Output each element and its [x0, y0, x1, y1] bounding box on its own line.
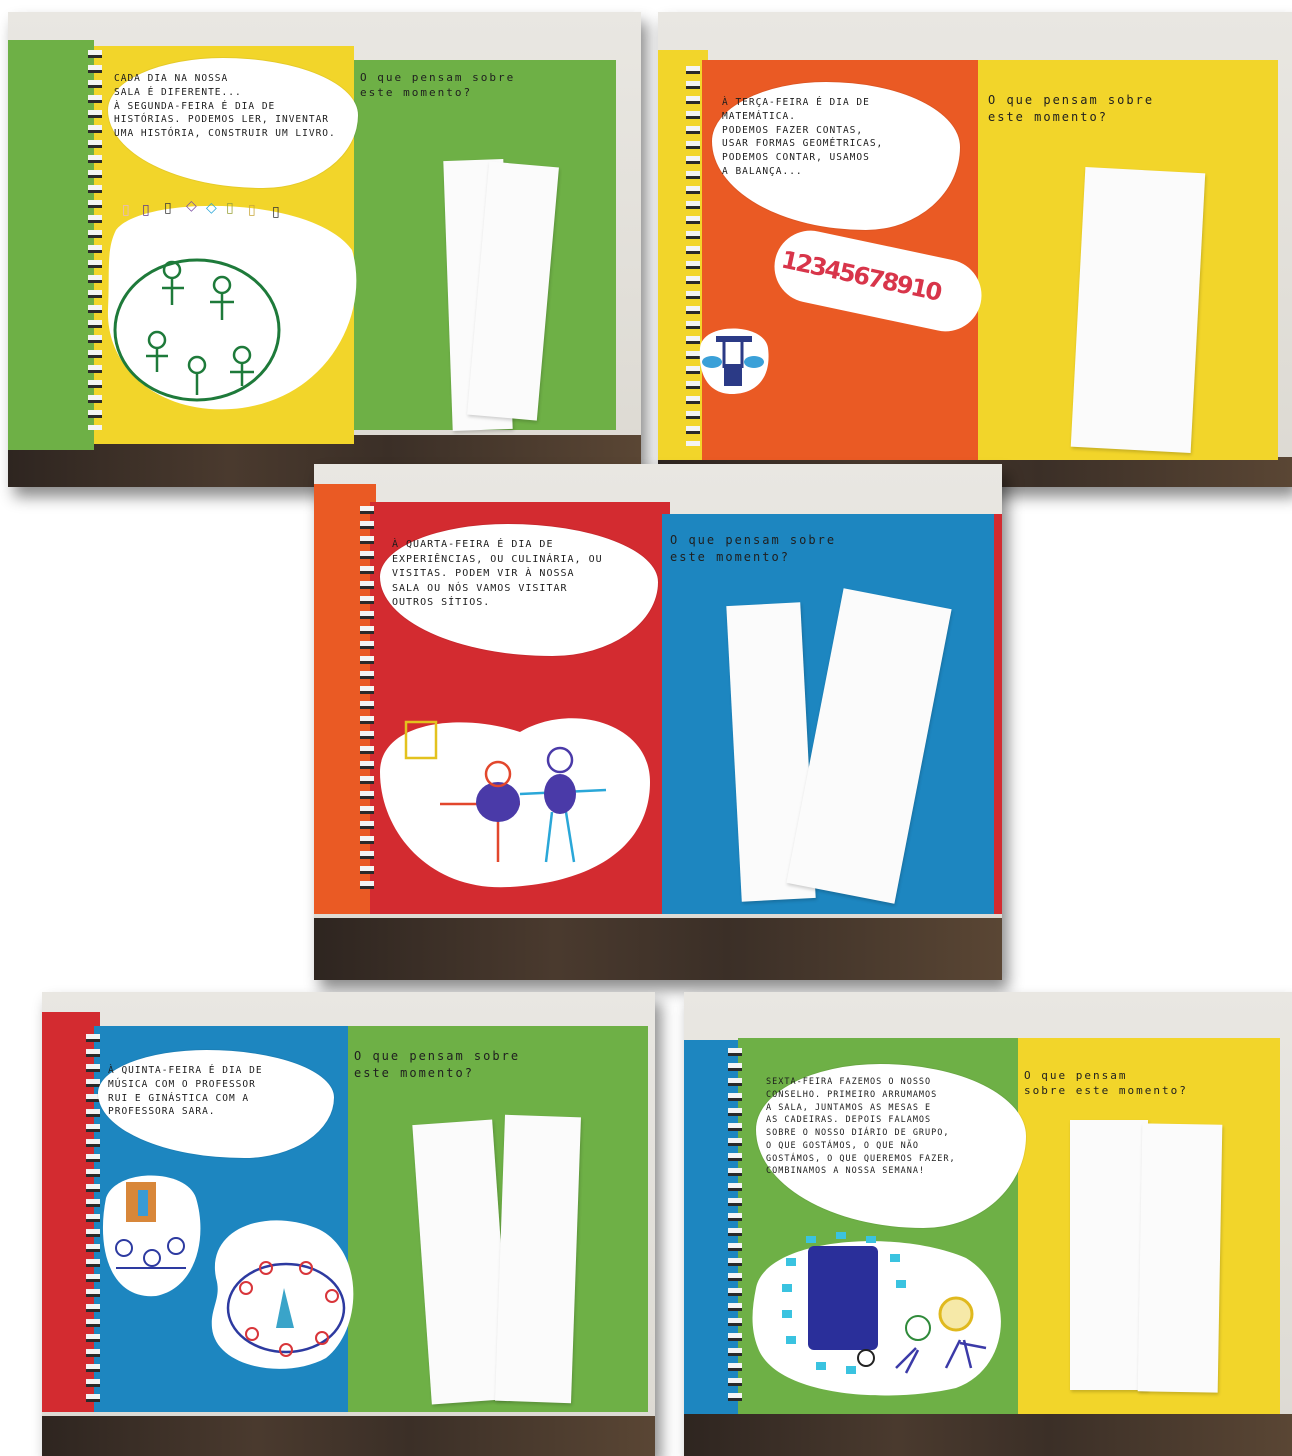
balance-scale-drawing [694, 318, 774, 398]
photo-monday [8, 12, 641, 487]
blank-paper-slip [1071, 167, 1205, 453]
council-table-drawing [746, 1228, 1016, 1398]
photo-tuesday [658, 12, 1292, 487]
two-figures-drawing [370, 702, 660, 892]
notebook [314, 484, 1002, 914]
photo-friday [684, 992, 1292, 1456]
svg-text:▯: ▯ [248, 202, 256, 218]
previous-page-edge [8, 40, 94, 450]
notebook [42, 1012, 655, 1412]
bubble-text: À QUINTA-FEIRA É DIA DE MÚSICA COM O PROFESSOR RUI E GINÁSTICA COM A PROFESSORA SARA. [108, 1065, 263, 1118]
notebook [8, 40, 641, 450]
spiral-binding [728, 1048, 742, 1408]
question-text: O que pensam sobre este momento? [1024, 1069, 1188, 1098]
svg-text:▯: ▯ [142, 202, 150, 218]
music-and-gym-drawings [96, 1168, 366, 1378]
bubble-text: À TERÇA-FEIRA É DIA DE MATEMÁTICA. PODEMOS FAZER CONTAS, USAR FORMAS GEOMÉTRICAS, PODEMOS CONTAR, USAMOS A BALANÇA... [722, 97, 884, 177]
floor [684, 1414, 1292, 1456]
svg-text:◇: ◇ [186, 198, 197, 214]
notebook [658, 40, 1292, 465]
floor [42, 1416, 655, 1456]
bubble-text: SEXTA-FEIRA FAZEMOS O NOSSO CONSELHO. PRIMEIRO ARRUMAMOS A SALA, JUNTAMOS AS MESAS E AS CADEIRAS. DEPOIS FALAMOS SOBRE O NOSSO DIÁRIO DE GRUPO, O QUE GOSTÁMOS, O QUE NÃO GOSTÁMOS, O QUE QUEREMOS FAZER, COMBINAMOS A NOSSA SEMANA! [766, 1077, 956, 1177]
spiral-binding [88, 50, 102, 430]
blank-paper-slip [1138, 1123, 1223, 1392]
bubble-text: À QUARTA-FEIRA É DIA DE EXPERIÊNCIAS, OU CULINÁRIA, OU VISITAS. PODEM VIR À NOSSA SALA OU NÓS VAMOS VISITAR OUTROS SÍTIOS. [392, 539, 603, 608]
svg-text:▯: ▯ [122, 202, 130, 218]
blank-paper-slip [495, 1115, 581, 1403]
bubble-text: CADA DIA NA NOSSA SALA É DIFERENTE... À SEGUNDA-FEIRA É DIA DE HISTÓRIAS. PODEMOS LER, INVENTAR UMA HISTÓRIA, CONSTRUIR UM LIVRO. [114, 73, 336, 140]
question-text: O que pensam sobre este momento? [670, 533, 837, 564]
notebook [684, 1020, 1292, 1414]
svg-text:▯: ▯ [164, 200, 172, 216]
photo-wednesday [314, 464, 1002, 980]
floor [314, 918, 1002, 980]
children-in-circle-drawing [102, 190, 372, 420]
previous-page-edge [658, 50, 708, 460]
photo-thursday [42, 992, 655, 1456]
numbers-label: 12345678910 [778, 245, 943, 307]
question-text: O que pensam sobre este momento? [354, 1049, 521, 1080]
blank-paper-slip [1070, 1120, 1148, 1390]
svg-text:▯: ▯ [226, 200, 234, 216]
svg-text:▯: ▯ [272, 204, 280, 220]
question-text: O que pensam sobre este momento? [360, 71, 516, 100]
question-text: O que pensam sobre este momento? [988, 93, 1155, 124]
svg-text:◇: ◇ [206, 200, 217, 216]
